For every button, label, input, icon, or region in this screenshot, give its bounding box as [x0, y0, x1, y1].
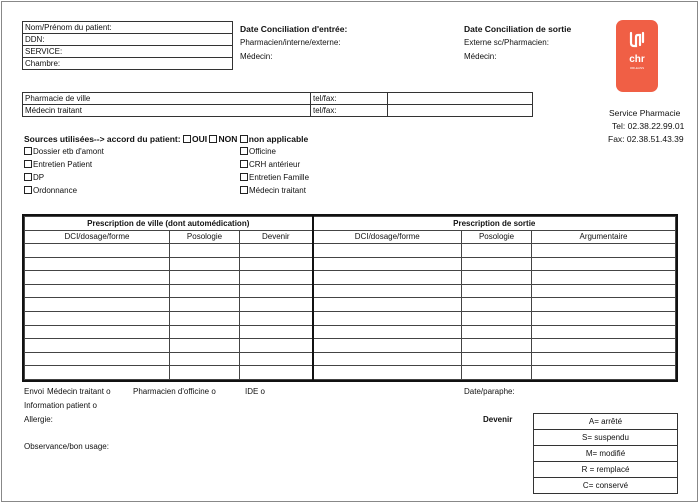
service-fax: Fax: 02.38.51.43.39: [608, 134, 684, 144]
prescription-cell[interactable]: [240, 284, 313, 298]
prescription-cell[interactable]: [532, 271, 676, 285]
prescription-cell[interactable]: [240, 366, 313, 380]
prescription-cell[interactable]: [240, 339, 313, 353]
patient-name-field[interactable]: Nom/Prénom du patient:: [23, 22, 233, 34]
prescription-cell[interactable]: [25, 339, 170, 353]
prescription-cell[interactable]: [170, 257, 240, 271]
prescription-cell[interactable]: [313, 339, 462, 353]
devenir-label: Devenir: [483, 415, 513, 424]
prescription-cell[interactable]: [532, 339, 676, 353]
patient-service-field[interactable]: SERVICE:: [23, 46, 233, 58]
prescription-cell[interactable]: [170, 339, 240, 353]
prescription-cell[interactable]: [240, 325, 313, 339]
prescription-cell[interactable]: [170, 366, 240, 380]
entry-medecin-label: Médecin:: [240, 52, 273, 61]
prescription-cell[interactable]: [313, 298, 462, 312]
prescription-cell[interactable]: [170, 271, 240, 285]
envoi-pharmacien-option[interactable]: Pharmacien d'officine o: [133, 387, 216, 396]
devenir-legend: [533, 413, 678, 494]
medecin-telfax-value[interactable]: [388, 105, 533, 117]
legend-item: M= modifié: [534, 446, 678, 462]
entry-pharmacien-label: Pharmacien/interne/externe:: [240, 38, 341, 47]
sortie-dci-header: DCI/dosage/forme: [313, 230, 462, 244]
checkbox[interactable]: [24, 160, 32, 168]
prescription-cell[interactable]: [240, 244, 313, 258]
prescription-cell[interactable]: [532, 298, 676, 312]
prescription-row: [25, 271, 676, 285]
prescription-row: [25, 352, 676, 366]
prescription-cell[interactable]: [170, 298, 240, 312]
prescription-cell[interactable]: [462, 352, 532, 366]
legend-item: A= arrêté: [534, 414, 678, 430]
allergie-label: Allergie:: [24, 415, 53, 424]
prescription-cell[interactable]: [532, 257, 676, 271]
prescription-cell[interactable]: [313, 284, 462, 298]
checkbox[interactable]: [240, 160, 248, 168]
prescription-cell[interactable]: [462, 298, 532, 312]
source-label: Officine: [249, 147, 276, 156]
prescription-cell[interactable]: [240, 312, 313, 326]
ville-posologie-header: Posologie: [170, 230, 240, 244]
info-patient-option[interactable]: Information patient o: [24, 401, 97, 410]
non-checkbox[interactable]: [209, 135, 217, 143]
prescription-cell[interactable]: [25, 284, 170, 298]
prescription-cell[interactable]: [170, 244, 240, 258]
prescription-row: [25, 339, 676, 353]
prescription-cell[interactable]: [313, 325, 462, 339]
prescription-cell[interactable]: [313, 312, 462, 326]
source-right-0[interactable]: [240, 147, 276, 156]
prescription-row: [25, 257, 676, 271]
source-left-2[interactable]: [24, 173, 44, 182]
prescription-row: [25, 284, 676, 298]
pharmacie-telfax-value[interactable]: [388, 93, 533, 105]
source-label: Entretien Patient: [33, 160, 93, 169]
prescription-cell[interactable]: [462, 325, 532, 339]
prescription-cell[interactable]: [25, 312, 170, 326]
prescription-cell[interactable]: [462, 339, 532, 353]
oui-checkbox[interactable]: [183, 135, 191, 143]
prescription-cell[interactable]: [532, 352, 676, 366]
sources-line: [24, 134, 308, 144]
legend-item: C= conservé: [534, 478, 678, 494]
observance-label: Observance/bon usage:: [24, 442, 109, 451]
prescription-cell[interactable]: [313, 257, 462, 271]
envoi-medecin-option[interactable]: Médecin traitant o: [47, 387, 111, 396]
ville-header: Prescription de ville (dont automédication): [25, 217, 313, 231]
ville-dci-header: DCI/dosage/forme: [25, 230, 170, 244]
prescription-cell[interactable]: [240, 352, 313, 366]
prescription-cell[interactable]: [462, 244, 532, 258]
prescription-cell[interactable]: [240, 298, 313, 312]
envoi-ide-option[interactable]: IDE o: [245, 387, 266, 396]
source-label: Entretien Famille: [249, 173, 310, 182]
prescription-cell[interactable]: [25, 257, 170, 271]
na-checkbox[interactable]: [240, 135, 248, 143]
prescription-cell[interactable]: [313, 271, 462, 285]
checkbox[interactable]: [240, 173, 248, 181]
source-label: Dossier etb d'amont: [33, 147, 104, 156]
prescription-cell[interactable]: [462, 366, 532, 380]
prescription-cell[interactable]: [462, 271, 532, 285]
service-tel: Tel: 02.38.22.99.01: [612, 121, 685, 131]
prescription-cell[interactable]: [25, 352, 170, 366]
prescription-cell[interactable]: [25, 244, 170, 258]
prescription-row: [25, 312, 676, 326]
source-label: Ordonnance: [33, 186, 78, 195]
source-left-1[interactable]: [24, 160, 92, 169]
prescription-cell[interactable]: [313, 244, 462, 258]
sortie-posologie-header: Posologie: [462, 230, 532, 244]
patient-info-table: [22, 21, 233, 70]
source-right-3[interactable]: [240, 186, 306, 195]
prescription-cell[interactable]: [462, 284, 532, 298]
source-right-1[interactable]: [240, 160, 300, 169]
prescription-cell[interactable]: [25, 325, 170, 339]
patient-chambre-field[interactable]: Chambre:: [23, 58, 233, 70]
source-left-3[interactable]: [24, 186, 77, 195]
legend-item: R = remplacé: [534, 462, 678, 478]
na-label: non applicable: [248, 134, 309, 144]
prescription-table: [22, 214, 678, 382]
prescription-cell[interactable]: [170, 352, 240, 366]
ville-devenir-header: Devenir: [240, 230, 313, 244]
checkbox[interactable]: [240, 186, 248, 194]
prescription-cell[interactable]: [25, 298, 170, 312]
pharmacie-telfax-label: tel/fax:: [311, 93, 388, 105]
checkbox[interactable]: [240, 147, 248, 155]
prescription-cell[interactable]: [532, 244, 676, 258]
checkbox[interactable]: [24, 186, 32, 194]
contacts-table: [22, 92, 533, 117]
logo-subtext: ORLEANS: [629, 66, 645, 70]
checkbox[interactable]: [24, 147, 32, 155]
prescription-row: [25, 298, 676, 312]
prescription-cell[interactable]: [532, 284, 676, 298]
medecin-telfax-label: tel/fax:: [311, 105, 388, 117]
prescription-cell[interactable]: [532, 312, 676, 326]
prescription-cell[interactable]: [462, 312, 532, 326]
prescription-row: [25, 325, 676, 339]
source-left-0[interactable]: [24, 147, 104, 156]
sortie-header: Prescription de sortie: [313, 217, 676, 231]
prescription-cell[interactable]: [25, 366, 170, 380]
prescription-cell[interactable]: [240, 271, 313, 285]
patient-ddn-field[interactable]: DDN:: [23, 34, 233, 46]
prescription-cell[interactable]: [532, 325, 676, 339]
source-label: Médecin traitant: [249, 186, 306, 195]
prescription-cell[interactable]: [313, 352, 462, 366]
non-label: NON: [218, 134, 238, 144]
legend-item: S= suspendu: [534, 430, 678, 446]
exit-externe-label: Externe sc/Pharmacien:: [464, 38, 549, 47]
prescription-cell[interactable]: [25, 271, 170, 285]
medecin-traitant-label: Médecin traitant: [23, 105, 311, 117]
sources-title: Sources utilisées--> accord du patient:: [24, 134, 181, 144]
source-right-2[interactable]: [240, 173, 309, 182]
prescription-row: [25, 244, 676, 258]
exit-medecin-label: Médecin:: [464, 52, 497, 61]
service-name: Service Pharmacie: [609, 108, 681, 118]
prescription-row: [25, 366, 676, 380]
pharmacie-ville-label: Pharmacie de ville: [23, 93, 311, 105]
entry-title: Date Conciliation d'entrée:: [240, 24, 348, 34]
sortie-argumentaire-header: Argumentaire: [532, 230, 676, 244]
exit-title: Date Conciliation de sortie: [464, 24, 572, 34]
oui-label: OUI: [191, 134, 208, 144]
date-paraphe-label: Date/paraphe:: [464, 387, 515, 396]
logo-text: chr: [629, 54, 645, 65]
chr-logo-icon: [616, 20, 658, 92]
source-label: DP: [33, 173, 45, 182]
prescription-cell[interactable]: [170, 312, 240, 326]
checkbox[interactable]: [24, 173, 32, 181]
chr-mark-icon: [628, 30, 646, 48]
prescription-cell[interactable]: [462, 257, 532, 271]
envoi-label: Envoi: [24, 387, 45, 396]
source-label: CRH antérieur: [249, 160, 301, 169]
prescription-cell[interactable]: [240, 257, 313, 271]
prescription-cell[interactable]: [532, 366, 676, 380]
prescription-cell[interactable]: [170, 325, 240, 339]
prescription-cell[interactable]: [170, 284, 240, 298]
prescription-cell[interactable]: [313, 366, 462, 380]
